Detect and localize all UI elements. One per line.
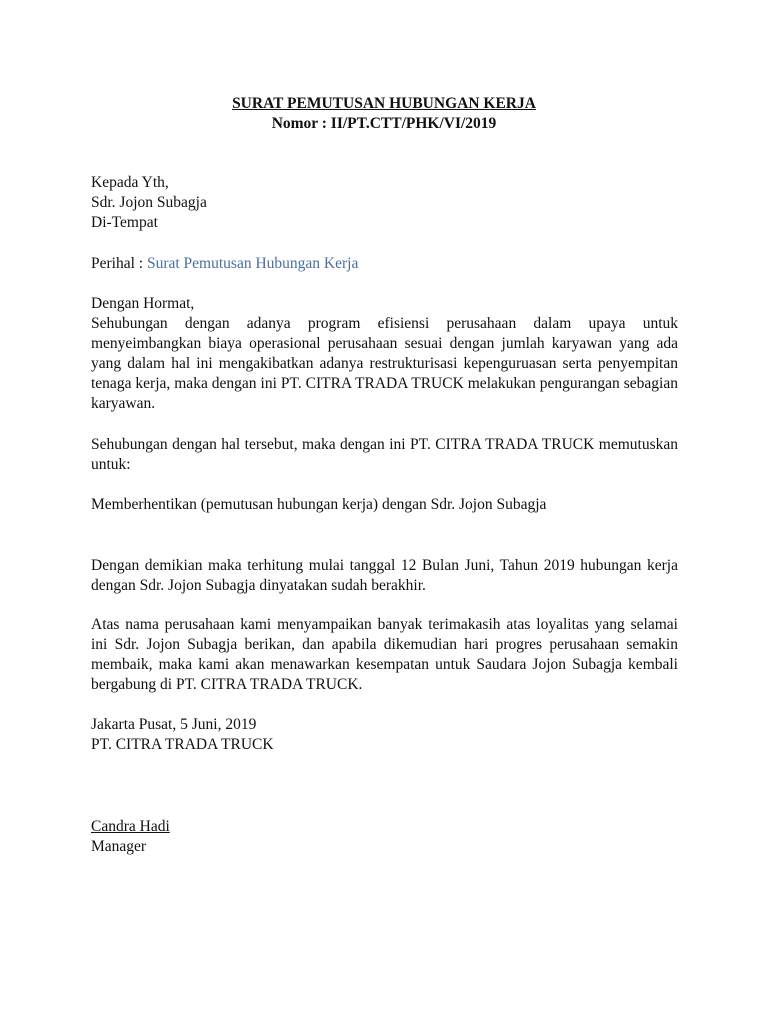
recipient-block (91, 173, 678, 233)
closing-company: PT. CITRA TRADA TRUCK (91, 736, 274, 753)
signature-block (91, 817, 678, 857)
greeting-text: Dengan Hormat, (91, 295, 195, 312)
paragraph-2: Sehubungan dengan hal tersebut, maka dengan ini PT. CITRA TRADA TRUCK memutuskan untuk: (91, 436, 678, 473)
letter-number: Nomor : II/PT.CTT/PHK/VI/2019 (271, 115, 497, 132)
paragraph-1: Sehubungan dengan adanya program efisiensi perusahaan dalam upaya untuk menyeimbangkan biaya operasional perusahaan sesuai dengan jumlah karyawan yang ada yang dalam hal ini mengakibatkan adanya restrukturisasi kepenguruasan serta penyempitan tenaga kerja, maka dengan ini PT. CITRA TRADA TRUCK melakukan pengurangan sebagian karyawan. (91, 315, 678, 412)
subject-label: Perihal : (91, 255, 144, 272)
closing-place-date: Jakarta Pusat, 5 Juni, 2019 (91, 716, 257, 733)
subject-value: Surat Pemutusan Hubungan Kerja (146, 255, 359, 272)
paragraph-4: Atas nama perusahaan kami menyampaikan banyak terimakasih atas loyalitas yang selamai ini Sdr. Jojon Subagja berikan, dan apabila dikemudian hari progres perusahaan semakin membaik, maka kami akan menawarkan kesempatan untuk Saudara Jojon Subagja kembali bergabung di PT. CITRA TRADA TRUCK. (91, 616, 678, 693)
decision-line (91, 495, 678, 515)
paragraph-3: Dengan demikian maka terhitung mulai tanggal 12 Bulan Juni, Tahun 2019 hubungan kerja dengan Sdr. Jojon Subagja dinyatakan sudah berakhir. (91, 557, 678, 594)
letter-header (0, 94, 768, 134)
signature-name: Candra Hadi (91, 818, 170, 835)
signature-position: Manager (91, 838, 147, 855)
closing-block (91, 715, 678, 755)
letter-title: SURAT PEMUTUSAN HUBUNGAN KERJA (232, 95, 536, 112)
recipient-name: Sdr. Jojon Subagja (91, 194, 207, 211)
greeting (91, 294, 678, 314)
decision-text: Memberhentikan (pemutusan hubungan kerja) dengan Sdr. Jojon Subagja (91, 496, 547, 513)
recipient-place: Di-Tempat (91, 214, 158, 231)
recipient-salutation: Kepada Yth, (91, 174, 169, 191)
subject-line (91, 254, 678, 274)
